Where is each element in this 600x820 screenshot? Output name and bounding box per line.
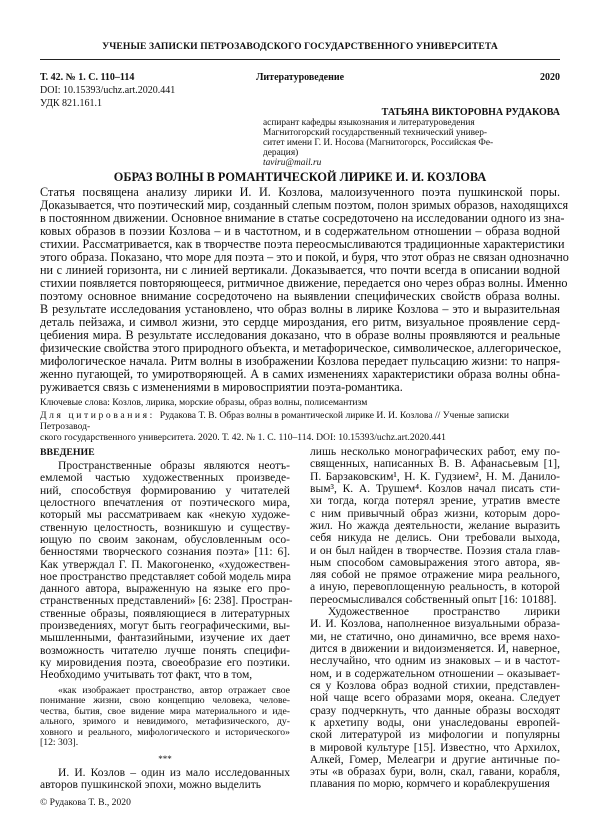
text-line: емлемой частью художественных произведе- (40, 472, 290, 485)
text-line: ний, способствуя формированию у читателей (40, 484, 290, 497)
text-line: авторов пушкинской эпохи, можно выделить (40, 778, 262, 791)
body-text (40, 460, 293, 682)
text-line: ми, не статично, оно динамично, все время нахо- (310, 630, 560, 643)
issue-year: 2020 (540, 72, 560, 83)
text-line: ни с линией горизонта, ни с линией вертикали. Доказывается, что почти всегда в описании водной (40, 263, 560, 277)
section-heading: ВВЕДЕНИЕ (40, 447, 95, 458)
text-line: который мы рассматриваем как «некую художе- (40, 509, 290, 522)
text-line: Пространственные образы являются неотъ- (58, 460, 290, 472)
text-line: в мировой культуре [15]. Известно, что Архилох, (310, 741, 560, 754)
text-line: переосмысливался собственный опыт [16: 10188]. (310, 593, 557, 606)
issue-meta (40, 72, 560, 83)
citation-label: Для цитирования: (40, 410, 155, 421)
text-line: дится в движении и видоизменяется. И, наверное, (310, 643, 560, 655)
keywords: Ключевые слова: Козлов, лирика, морские образы, образ волны, полисемантизм (40, 397, 368, 408)
text-line: ственную целостность, возникшую и существу- (40, 521, 290, 534)
text-line: плавания по морю, кормчего и кораблекрушения (310, 778, 550, 791)
text-line: ковых образов в поэзии Козлова – и в частотном, и в содержательном отношении – образа водной (40, 224, 560, 238)
text-line: И. И. Козлов – один из мало исследованных (58, 766, 290, 779)
text-line: понимание жизни, свою концепцию человека, челове- (40, 695, 290, 707)
text-line: неслучайно, что одним из знаковых – и в частот- (310, 655, 560, 668)
text-line: и он был найден в творчестве. Поэзия стала глав- (310, 544, 560, 557)
text-line: ку мировидения поэта, своеобразие его поэтики. (40, 657, 290, 669)
text-line: Как утверждал Г. П. Макогоненко, «художествен- (40, 558, 290, 571)
text-line: странственных представлений» [6: 238]. Простран- (40, 595, 293, 608)
text-line: возможность читателю лучше понять специфи- (40, 644, 290, 657)
text-line: цебиения мира. В результате исследования доказано, что в образе волны проявляются и реальные (40, 328, 560, 342)
author-affiliation-line: дерация) (263, 148, 299, 158)
author-affiliation-line: ситет имени Г. И. Носова (Магнитогорск, Российская Фе- (263, 138, 494, 148)
text-line: хи тогда, когда потерял зрение, утратив вместе (310, 495, 560, 508)
text-line: вым³, К. А. Трушем⁴. Козлов начал писать сти- (310, 482, 560, 495)
udk-code: УДК 821.161.1 (40, 98, 103, 109)
text-line: ской литературой из мифологии и популярны (310, 729, 560, 742)
text-line: поэтому основное внимание сосредоточено на выявлении специфических свойств образа волны. (40, 289, 560, 303)
text-line: В результате исследования установлено, что образ волны в лирике Козлова – это и выразительная (40, 302, 560, 316)
text-line: произведениях, могут быть географическими, вы- (40, 620, 290, 633)
text-line: в постоянном движении. Основное внимание в статье сосредоточено на исследовании одного из зна- (40, 211, 565, 225)
article-title: ОБРАЗ ВОЛНЫ В РОМАНТИЧЕСКОЙ ЛИРИКЕ И. И. КОЗЛОВА (113, 170, 487, 184)
section-separator: *** (158, 753, 172, 764)
text-line: физические свойства этого природного объекта, и метафорическое, символическое, аллегорическое, (40, 341, 562, 355)
text-line: чества, бытия, свое видение мира материального и иде- (40, 705, 290, 717)
text-line: ся у Козлова образ водной стихии, представлен- (310, 679, 560, 692)
text-line: а иную, перевоплощенную реальность, в которой (310, 581, 560, 594)
body-text (310, 446, 560, 791)
volume-info: Т. 42. № 1. С. 110–114 (40, 72, 135, 83)
text-line: лишь несколько монографических работ, ему по- (310, 446, 560, 458)
text-line: целостного впечатления от поэтического мира, (40, 496, 290, 509)
text-line: священных, написанных В. В. Афанасьевым [1], (310, 458, 560, 471)
text-line: к архетипу воды, они унаследованы европей- (310, 716, 560, 729)
author-affiliation-line: Магнитогорский государственный технический универ- (263, 128, 488, 138)
text-line: П. Барзаковским¹, Н. К. Гудзием², Н. М. Данило- (310, 470, 560, 483)
text-line: ющую по своим законам, обусловленным осо- (40, 533, 290, 546)
text-line: мышленными, фантазийными, изучение их дает (40, 632, 290, 645)
left-column (40, 446, 293, 791)
abstract (40, 185, 569, 394)
text-line: стихии появляется повторяющееся, ритмичное движение, передается оно через образ волны. Именно (40, 276, 568, 290)
text-line: стихии. Рассматривается, как в творчестве поэта переосмысливаются традиционные характеристики (40, 237, 565, 251)
text-line: мифологическое начала. Ритм волны в изображении Козлова передает пульсацию жизни: то напря- (40, 354, 560, 368)
text-line: Статья посвящена анализу лирики И. И. Козлова, малоизученного поэта пушкинской поры. (40, 185, 560, 199)
text-line: ным способом самовыражения этого автора, яв- (310, 556, 560, 569)
text-line: руживается связь с изменениями в мировосприятии поэта-романтика. (40, 380, 403, 394)
text-line: себя никуда не делись. Они требовали выхода, (310, 532, 560, 545)
text-line: жил. Но жажда деятельности, желание выразить (310, 519, 560, 532)
header-rule (40, 59, 560, 60)
body-text (40, 767, 290, 792)
text-line: деталь пейзажа, и символ жизни, это сердце мироздания, его ритм, визуальное проявление серд- (40, 315, 560, 329)
author-block (263, 107, 560, 168)
text-line: женно пугающей, то умиротворяющей. А в самих изменениях характеристики образа волны обна- (40, 367, 560, 381)
text-line: [12: 303]. (40, 737, 79, 749)
text-line: ховного и реального, мифологического и исторического» (40, 726, 290, 738)
text-line: «как изображает пространство, автор отражает свое (58, 684, 290, 696)
citation (40, 411, 560, 443)
text-line: сразу подчеркнуть, что данные образы восходят (310, 704, 560, 717)
text-line: И. И. Козлова, наполненное визуальными образа- (310, 618, 560, 631)
section-name: Литературоведение (255, 72, 345, 83)
citation-text: Рудакова Т. В. Образ волны в романтической лирике И. И. Козлова // Ученые записки Петрозавод- (40, 410, 510, 432)
text-line: эты «в образах бури, волн, скал, гавани, корабля, (310, 766, 560, 779)
text-line: ное пространство представляет собой модель мира (40, 570, 292, 583)
citation-text: ского государственного университета. 2020. Т. 42. № 1. С. 110–114. DOI: 10.15393/uchz.art.2020.441 (40, 431, 446, 443)
text-line: ального, зримого и невидимого, метафизического, ду- (40, 716, 290, 728)
text-line: ном, и в содержательном отношении – оказывает- (310, 667, 560, 680)
text-line: Необходимо учитывать тот факт, что в том, (40, 669, 253, 682)
block-quote (40, 686, 290, 749)
author-email[interactable]: taviru@mail.ru (263, 158, 322, 168)
text-line: этого образа. Показано, что море для поэта – это и покой, и буря, что этот образ не связан однозначно (40, 250, 569, 264)
text-line: Художественное пространство лирики (328, 606, 560, 619)
text-line: ной чаще всего образами моря, океана. Следует (310, 692, 560, 705)
author-name: ТАТЬЯНА ВИКТОРОВНА РУДАКОВА (381, 107, 560, 118)
doi[interactable]: DOI: 10.15393/uchz.art.2020.441 (40, 85, 176, 96)
text-line: Доказывается, что поэтический мир, созданный слепым поэтом, полон зримых образов, находящихся (40, 198, 569, 212)
text-line: ственные образы, появляющиеся в литературных (40, 607, 290, 620)
text-line: данного автора, выраженную на языке его про- (40, 583, 290, 596)
text-line: ляя собой не прямое отражение мира реального, (310, 569, 560, 582)
author-affiliation-line: аспирант кафедры языкознания и литературоведения (263, 118, 475, 128)
copyright: © Рудакова Т. В., 2020 (40, 797, 131, 808)
right-column (310, 446, 560, 791)
text-line: бенностями творческого сознания поэта» [11: 6]. (40, 546, 290, 559)
journal-title: УЧЕНЫЕ ЗАПИСКИ ПЕТРОЗАВОДСКОГО ГОСУДАРСТВЕННОГО УНИВЕРСИТЕТА (102, 41, 498, 52)
text-line: Алкей, Гомер, Мелеагри и другие античные по- (310, 753, 560, 766)
text-line: с ним привычный образ жизни, которым доро- (310, 507, 560, 520)
